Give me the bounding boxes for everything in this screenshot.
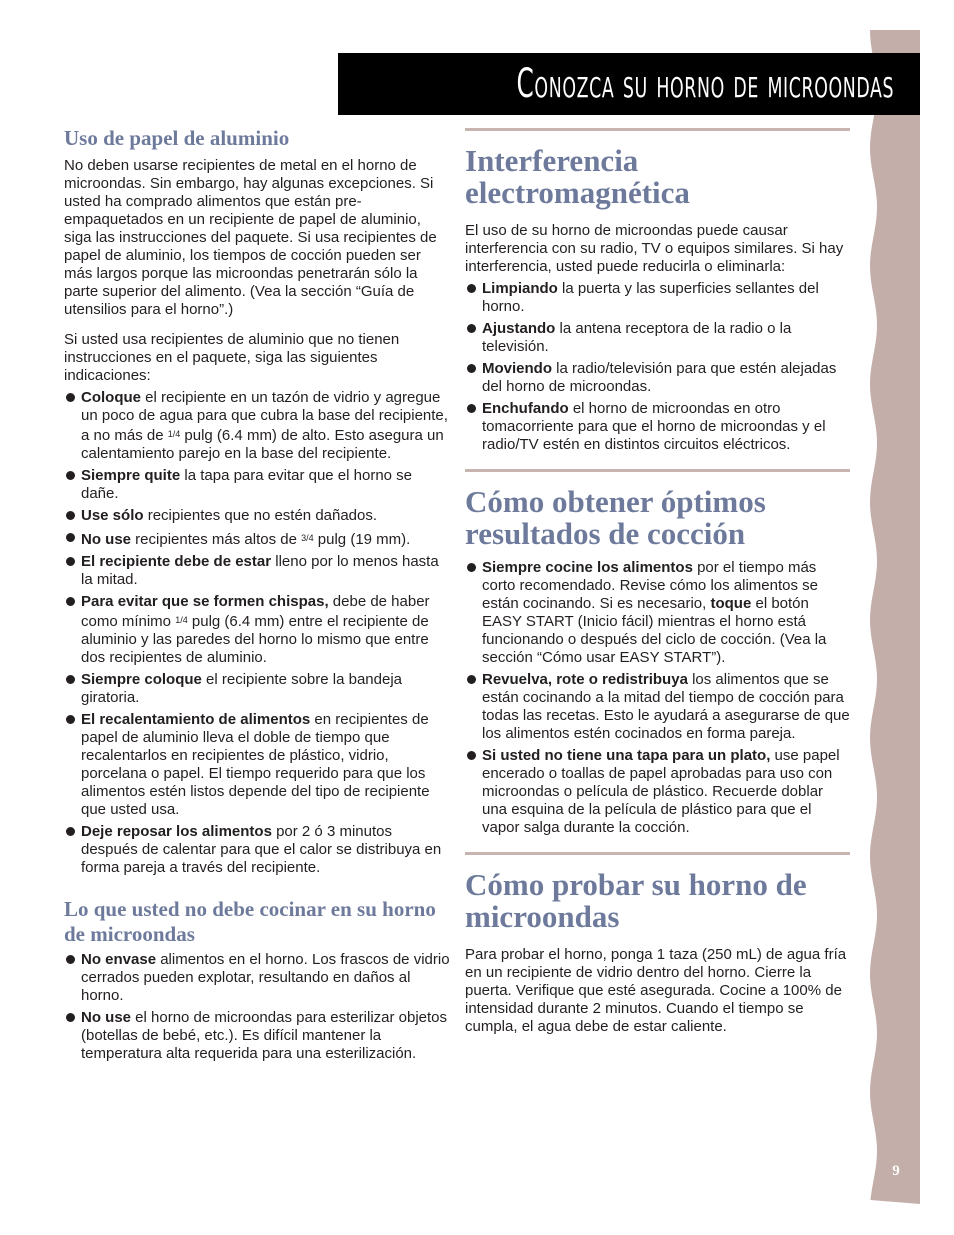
bullet-icon bbox=[467, 364, 476, 373]
list-item bbox=[64, 1009, 452, 1063]
bullet-bold: No use bbox=[81, 1009, 132, 1026]
list-item bbox=[465, 320, 850, 356]
bullet-icon bbox=[66, 827, 75, 836]
paragraph-probar: Para probar el horno, ponga 1 taza (250 mL) de agua fría en un recipiente de vidrio dentro del horno. Cierre la puerta. Verifique que esté asegurada. Cocine a 100% de intensidad durante 2 minutos. Cuando el tiempo se cumpla, el agua debe de estar caliente. bbox=[465, 946, 847, 1035]
bullet-bold: No use bbox=[81, 531, 132, 548]
section-divider bbox=[465, 469, 850, 472]
bullet-bold: Coloque bbox=[81, 389, 141, 406]
list-item bbox=[465, 747, 850, 837]
left-column bbox=[64, 126, 452, 1063]
paragraph-interferencia: El uso de su horno de microondas puede causar interferencia con su radio, TV o equipos similares. Si hay interferencia, usted puede reducirla o eliminarla: bbox=[465, 222, 844, 275]
bullet-bold: El recalentamiento de alimentos bbox=[81, 711, 311, 728]
list-item bbox=[64, 951, 452, 1005]
list-item bbox=[465, 400, 850, 454]
section-divider bbox=[465, 852, 850, 855]
bullet-text: pulg (19 mm). bbox=[313, 531, 411, 548]
bullet-text: en recipientes de papel de aluminio lleva el doble de tiempo que recalentarlos en recipientes de plástico, vidrio, porcelana o papel. El tiempo requerido para que los alimentos estén listos depende del tipo de recipiente que usted usa. bbox=[81, 711, 430, 818]
bullet-icon bbox=[66, 715, 75, 724]
list-item bbox=[465, 280, 850, 316]
bullet-icon bbox=[66, 597, 75, 606]
bullet-icon bbox=[66, 511, 75, 520]
bullet-icon bbox=[66, 955, 75, 964]
bullet-icon bbox=[467, 563, 476, 572]
paragraph-aluminio-instrucciones: Si usted usa recipientes de aluminio que no tienen instrucciones en el paquete, siga las siguientes indicaciones: bbox=[64, 331, 400, 384]
bullet-text: pulg (6.4 mm) de alto. Esto asegura un calentamiento parejo en la base del recipiente. bbox=[81, 427, 444, 462]
bullet-icon bbox=[467, 751, 476, 760]
bullet-bold: Siempre quite bbox=[81, 467, 181, 484]
bullet-bold: No envase bbox=[81, 951, 157, 968]
bullet-text: el recipiente en un tazón de vidrio y agregue un poco de agua para que cubra la base del recipiente, a no más de bbox=[81, 389, 448, 444]
list-interferencia bbox=[465, 280, 850, 454]
fraction: 1/4 bbox=[167, 429, 181, 439]
bullet-bold: Siempre cocine los alimentos bbox=[482, 559, 693, 576]
section-divider bbox=[465, 128, 850, 131]
section-heading-probar: Cómo probar su horno de microondas bbox=[465, 867, 807, 934]
bullet-icon bbox=[66, 1013, 75, 1022]
bullet-bold: El recipiente debe de estar bbox=[81, 553, 272, 570]
page-number: 9 bbox=[892, 1163, 900, 1179]
bullet-text: recipientes más altos de bbox=[131, 531, 302, 548]
bullet-text: debe de haber como mínimo bbox=[81, 593, 430, 630]
section-heading-optimos: Cómo obtener óptimos resultados de cocción bbox=[465, 484, 766, 551]
page-title: Conozca su horno de microondas bbox=[516, 61, 894, 107]
bullet-icon bbox=[66, 393, 75, 402]
list-aluminio bbox=[64, 389, 452, 877]
bullet-icon bbox=[66, 533, 75, 542]
bullet-text: alimentos en el horno. Los frascos de vidrio cerrados pueden explotar, resultando en daños al horno. bbox=[81, 951, 450, 1004]
decorative-side-band bbox=[866, 30, 920, 1204]
list-item bbox=[64, 389, 452, 463]
bullet-text: los alimentos que se están cocinando a la mitad del tiempo de cocción para todas las recetas. Esto le ayudará a asegurarse de que los alimentos estén cocinados en forma pareja. bbox=[482, 671, 850, 742]
list-item bbox=[465, 360, 850, 396]
section-heading-no-cocinar: Lo que usted no debe cocinar en su horno de microondas bbox=[64, 897, 436, 946]
right-column bbox=[465, 128, 850, 1036]
bullet-bold: Revuelva, rote o redistribuya bbox=[482, 671, 688, 688]
list-item bbox=[64, 529, 452, 549]
bullet-icon bbox=[467, 324, 476, 333]
bullet-bold: toque bbox=[710, 595, 752, 612]
bullet-text: el horno de microondas en otro tomacorriente para que el horno de microondas y el radio/TV estén en distintos circuitos eléctricos. bbox=[482, 400, 826, 453]
section-heading-interferencia: Interferencia electromagnética bbox=[465, 143, 690, 210]
list-no-cocinar bbox=[64, 951, 452, 1063]
bullet-bold: Deje reposar los alimentos bbox=[81, 823, 272, 840]
bullet-text: el botón EASY START (Inicio fácil) mientras el horno está funcionando o después del ciclo de cocción. (Vea la sección “Cómo usar EASY START”). bbox=[482, 595, 827, 666]
paragraph-aluminio-intro: No deben usarse recipientes de metal en el horno de microondas. Sin embargo, hay algunas excepciones. Si usted ha comprado alimentos que están pre-empaquetados en un recipiente de papel de aluminio, siga las instrucciones del paquete. Si usa recipientes de papel de aluminio, los tiempos de cocción pueden ser más largos porque las microondas penetrarán sólo la parte superior del alimento. (Vea la sección “Guía de utensilios para el horno”.) bbox=[64, 157, 437, 318]
bullet-text: la antena receptora de la radio o la televisión. bbox=[482, 320, 792, 355]
bullet-text: pulg (6.4 mm) entre el recipiente de aluminio y las paredes del horno lo mismo que entre dos recipientes de aluminio. bbox=[81, 613, 429, 666]
bullet-icon bbox=[467, 675, 476, 684]
bullet-icon bbox=[467, 404, 476, 413]
bullet-text: por 2 ó 3 minutos después de calentar para que el calor se distribuya en forma pareja a través del recipiente. bbox=[81, 823, 442, 876]
list-optimos bbox=[465, 559, 850, 837]
list-item bbox=[64, 711, 452, 819]
bullet-text: por el tiempo más corto recomendado. Revise cómo los alimentos se están cocinando. Si es necesario, bbox=[482, 559, 818, 612]
list-item bbox=[64, 671, 452, 707]
page-title-bar bbox=[338, 53, 920, 115]
list-item bbox=[64, 593, 452, 667]
bullet-icon bbox=[66, 471, 75, 480]
bullet-bold: Moviendo bbox=[482, 360, 552, 377]
bullet-bold: Limpiando bbox=[482, 280, 558, 297]
list-item bbox=[465, 671, 850, 743]
fraction: 1/4 bbox=[175, 615, 188, 625]
list-item bbox=[64, 823, 452, 877]
fraction: 3/4 bbox=[301, 533, 314, 543]
list-item bbox=[465, 559, 850, 667]
bullet-bold: Si usted no tiene una tapa para un plato, bbox=[482, 747, 771, 764]
bullet-text: use papel encerado o toallas de papel aprobadas para uso con microondas o película de plástico. Recuerde doblar una esquina de la película de plástico para que el vapor salga durante la cocción. bbox=[482, 747, 840, 836]
bullet-bold: Siempre coloque bbox=[81, 671, 202, 688]
bullet-text: lleno por lo menos hasta la mitad. bbox=[81, 553, 439, 588]
bullet-text: la puerta y las superficies sellantes del horno. bbox=[482, 280, 819, 315]
bullet-text: el horno de microondas para esterilizar objetos (botellas de bebé, etc.). Es difícil mantener la temperatura alta requerida para una esterilización. bbox=[81, 1009, 448, 1062]
bullet-text: el recipiente sobre la bandeja giratoria. bbox=[81, 671, 403, 706]
bullet-bold: Para evitar que se formen chispas, bbox=[81, 593, 329, 610]
bullet-text: recipientes que no estén dañados. bbox=[143, 507, 378, 524]
bullet-icon bbox=[467, 284, 476, 293]
bullet-text: la radio/televisión para que estén alejadas del horno de microondas. bbox=[482, 360, 837, 395]
bullet-icon bbox=[66, 557, 75, 566]
bullet-bold: Use sólo bbox=[81, 507, 144, 524]
list-item bbox=[64, 467, 452, 503]
bullet-icon bbox=[66, 675, 75, 684]
bullet-text: la tapa para evitar que el horno se dañe. bbox=[81, 467, 413, 502]
list-item bbox=[64, 507, 452, 525]
bullet-bold: Ajustando bbox=[482, 320, 556, 337]
bullet-bold: Enchufando bbox=[482, 400, 569, 417]
list-item bbox=[64, 553, 452, 589]
section-heading-aluminio: Uso de papel de aluminio bbox=[64, 126, 290, 150]
